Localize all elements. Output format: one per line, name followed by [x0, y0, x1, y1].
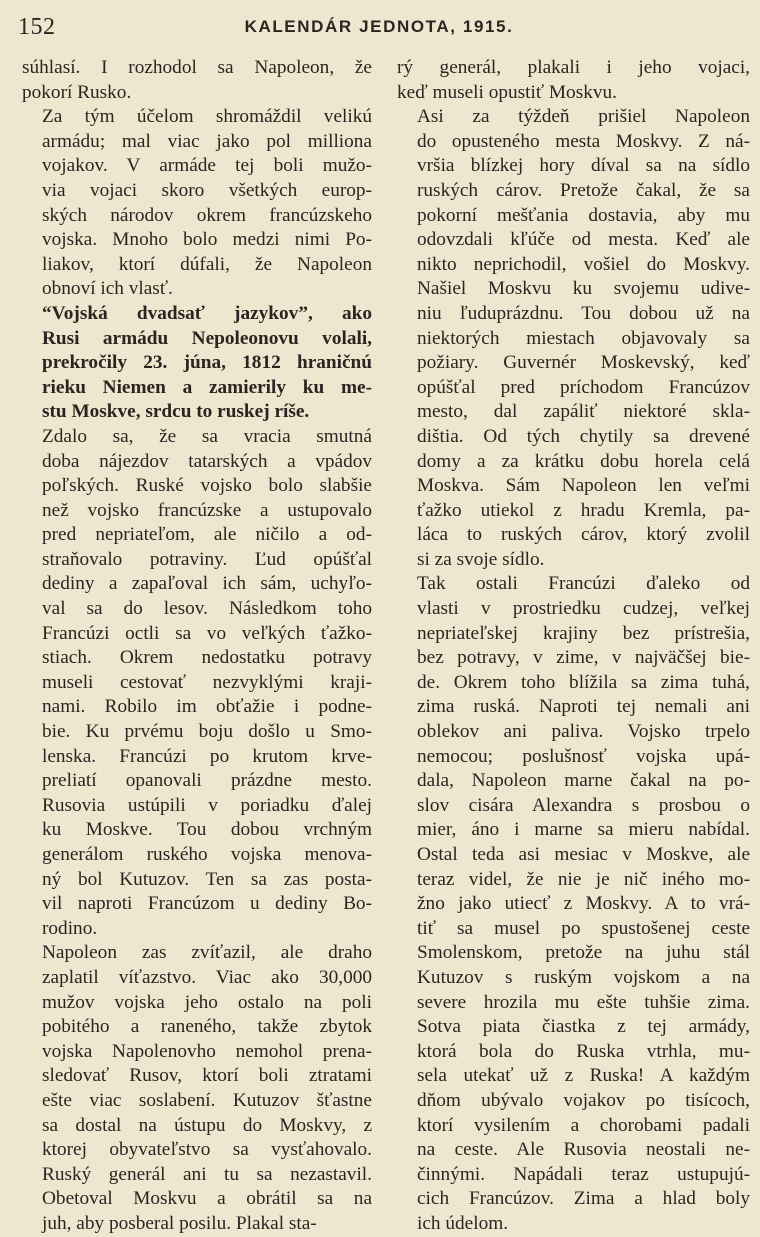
- text-line: láca to ruských cárov, ktorý zvolil: [417, 524, 750, 546]
- text-line: Kutuzov s ruským vojskom a na: [417, 966, 750, 988]
- text-line: dištia. Od tých chytily sa drevené: [417, 425, 750, 447]
- text-line: bie. Ku prvému boju došlo u Smo-: [42, 721, 372, 743]
- paragraph: [397, 105, 750, 572]
- text-line: slov cisára Alexandra s prosbou o: [417, 794, 750, 816]
- text-line: vojakov. V armáde tej boli mužo-: [42, 155, 372, 177]
- text-line: bez potravy, v zime, v najväčšej bie-: [417, 647, 750, 669]
- text-line: Moskva. Sám Napoleon len veľmi: [417, 475, 750, 497]
- text-line: vojska Napolenovho nemohol prena-: [42, 1040, 372, 1062]
- text-line: ešte viac soslabení. Kutuzov šťastne: [42, 1089, 372, 1111]
- paragraph: [397, 572, 750, 1236]
- text-line: Napoleon zas zvíťazil, ale draho: [42, 942, 372, 964]
- text-line: zaplatil víťazstvo. Viac ako 30,000: [42, 966, 372, 988]
- text-line: “Vojská dvadsať jazykov”, ako: [42, 302, 372, 324]
- text-line: val sa do lesov. Následkom toho: [42, 598, 372, 620]
- text-line: vršia blízkej hory díval sa na sídlo: [417, 155, 750, 177]
- text-line: ktorej obyvateľstvo sa vysťahovalo.: [42, 1139, 372, 1161]
- text-line: lenska. Francúzi po krutom krve-: [42, 745, 372, 767]
- text-line: rieku Niemen a zamierily ku me-: [42, 376, 372, 398]
- text-line: poľských. Ruské vojsko bolo slabšie: [42, 475, 372, 497]
- text-line: Našiel Moskvu ku svojemu udive-: [417, 278, 750, 300]
- text-line: museli cestovať nezvyklými kraji-: [42, 671, 372, 693]
- text-line: doba nájezdov tatarských a vpádov: [42, 450, 372, 472]
- text-line: žno jako utiecť z Moskvy. A to vrá-: [417, 893, 750, 915]
- text-line: mesto, dal zapáliť niektoré skla-: [417, 401, 750, 423]
- text-line: ktorí vysilením a chorobami padali: [417, 1114, 750, 1136]
- text-line: stu Moskve, srdcu to ruskej ríše.: [42, 401, 310, 423]
- text-line: než vojsko francúzske a ustupovalo: [42, 499, 372, 521]
- text-line: niektorých miestach objavovaly sa: [417, 327, 750, 349]
- text-line: rodino.: [42, 917, 98, 939]
- text-line: vlasti v prostriedku cudzej, veľkej: [417, 598, 750, 620]
- page-header: [18, 6, 740, 40]
- text-line: pokorní mešťania dostavia, aby mu: [417, 204, 750, 226]
- text-line: generálom ruského vojska menova-: [42, 844, 372, 865]
- text-line: zima ruská. Naproti tej nemali ani: [417, 696, 750, 718]
- text-line: ťažko utiekol z hradu Kremla, pa-: [417, 499, 750, 521]
- text-line: Asi za týždeň prišiel Napoleon: [417, 106, 750, 128]
- text-line: pokorí Rusko.: [22, 81, 132, 103]
- text-line: teraz videl, že nie je nič iného mo-: [417, 868, 750, 890]
- text-line: de. Okrem toho blížila sa zima tuhá,: [417, 671, 750, 693]
- text-line: do opusteného mesta Moskvy. Z ná-: [417, 130, 750, 152]
- text-line: keď museli opustiť Moskvu.: [397, 81, 617, 103]
- text-line: odovzdali kľúče od mesta. Keď ale: [417, 229, 750, 251]
- text-line: si za svoje sídlo.: [417, 548, 545, 570]
- text-line: Obetoval Moskvu a obrátil sa na: [42, 1188, 372, 1210]
- text-line: juh, aby posberal posilu. Plakal sta-: [42, 1212, 317, 1234]
- text-line: pobitého a raneného, takže zbytok: [42, 1016, 372, 1038]
- text-line: ný bol Kutuzov. Ten sa zas posta-: [42, 868, 372, 890]
- running-title: KALENDÁR JEDNOTA, 1915.: [244, 17, 514, 36]
- text-line: nami. Robilo im obťažie i podne-: [42, 696, 372, 718]
- text-line: ktorá bola do Ruska vtrhla, mu-: [417, 1040, 750, 1062]
- text-line: opúšťal pred príchodom Francúzov: [417, 376, 750, 398]
- text-line: Smolenskom, pretože na juhu stál: [417, 942, 750, 964]
- text-line: pred nepriateľom, ale ničilo a od-: [42, 524, 372, 546]
- text-line: armádu; mal viac jako pol milliona: [42, 130, 372, 152]
- text-line: stiach. Okrem nedostatku potravy: [42, 647, 372, 669]
- text-line: niu ľuduprázdnu. Tou dobou už na: [417, 302, 750, 324]
- paragraph: [22, 56, 372, 105]
- text-line: Ostal teda asi mesiac v Moskve, ale: [417, 844, 750, 865]
- text-line: nemocou; poslušnosť vojska upá-: [417, 745, 750, 767]
- paragraph: [22, 105, 372, 302]
- text-line: ich údelom.: [417, 1212, 509, 1234]
- text-line: oblekov ani paliva. Vojsko trpelo: [417, 721, 750, 743]
- text-line: dňom ubývalo vojakov po tisícoch,: [417, 1089, 750, 1111]
- text-line: prekročily 23. júna, 1812 hraničnú: [42, 352, 372, 374]
- text-line: na ceste. Ale Rusovia neostali ne-: [417, 1139, 750, 1161]
- text-line: Rusovia ustúpili v poriadku ďalej: [42, 794, 372, 816]
- text-line: severe hrozila mu ešte tuhšie zima.: [417, 991, 750, 1013]
- text-line: ských národov okrem francúzskeho: [42, 204, 372, 226]
- text-line: ruských cárov. Pretože čakal, že sa: [417, 179, 750, 201]
- text-line: dediny a zapaľoval ich sám, uchyľo-: [42, 573, 372, 595]
- page-number: 152: [18, 14, 56, 40]
- text-line: Francúzi octli sa vo veľkých ťažko-: [42, 622, 372, 644]
- paragraph: [22, 425, 372, 941]
- text-line: Rusi armádu Nepoleonovu volali,: [42, 327, 372, 349]
- text-line: sa dostal na ústupu do Moskvy, z: [42, 1114, 372, 1136]
- left-column: [22, 56, 372, 1237]
- text-line: Za tým účelom shromáždil velikú: [42, 106, 372, 128]
- paragraph: [22, 302, 372, 425]
- right-column: [397, 56, 750, 1237]
- text-line: Sotva piata čiastka z tej armády,: [417, 1016, 750, 1038]
- text-line: Tak ostali Francúzi ďaleko od: [417, 573, 750, 595]
- text-line: sledovať Rusov, ktorí boli ztratami: [42, 1065, 372, 1087]
- text-line: domy a za krátku dobu horela celá: [417, 450, 750, 472]
- text-line: sela utekať už z Ruska! A každým: [417, 1065, 750, 1087]
- text-line: ku Moskve. Tou dobou vrchným: [42, 819, 372, 841]
- text-line: mužov vojska jeho ostalo na poli: [42, 991, 372, 1013]
- text-line: via vojaci skoro všetkých europ-: [42, 179, 372, 201]
- text-line: cich Francúzov. Zima a hlad boly: [417, 1188, 750, 1210]
- text-line: nikto neprichodil, vošiel do Moskvy.: [417, 253, 750, 275]
- text-line: mier, áno i marne sa mieru nabídal.: [417, 819, 750, 841]
- text-line: rý generál, plakali i jeho vojaci,: [397, 57, 750, 78]
- text-line: činnými. Napádali teraz ustupujú-: [417, 1163, 750, 1185]
- text-line: vojska. Mnoho bolo medzi nimi Po-: [42, 229, 372, 251]
- text-line: liakov, ktorí dúfali, že Napoleon: [42, 253, 372, 275]
- text-line: tiť sa musel po spustošenej ceste: [417, 917, 750, 939]
- text-line: súhlasí. I rozhodol sa Napoleon, že: [22, 57, 372, 78]
- text-line: nepriateľskej krajiny bez prístrešia,: [417, 622, 750, 644]
- paragraph: [22, 941, 372, 1236]
- text-line: Ruský generál ani tu sa nezastavil.: [42, 1163, 372, 1185]
- text-line: Zdalo sa, že sa vracia smutná: [42, 425, 372, 447]
- text-line: preliatí opanovali prázdne mesto.: [42, 770, 372, 792]
- paragraph: [397, 56, 750, 105]
- text-line: dala, Napoleon marne čakal na po-: [417, 770, 750, 792]
- text-line: straňovalo potraviny. Ľud opúšťal: [42, 548, 372, 570]
- text-line: požiary. Guvernér Moskevský, keď: [417, 352, 750, 374]
- text-line: vil naproti Francúzom u dediny Bo-: [42, 893, 372, 915]
- text-line: obnoví ich vlasť.: [42, 278, 173, 300]
